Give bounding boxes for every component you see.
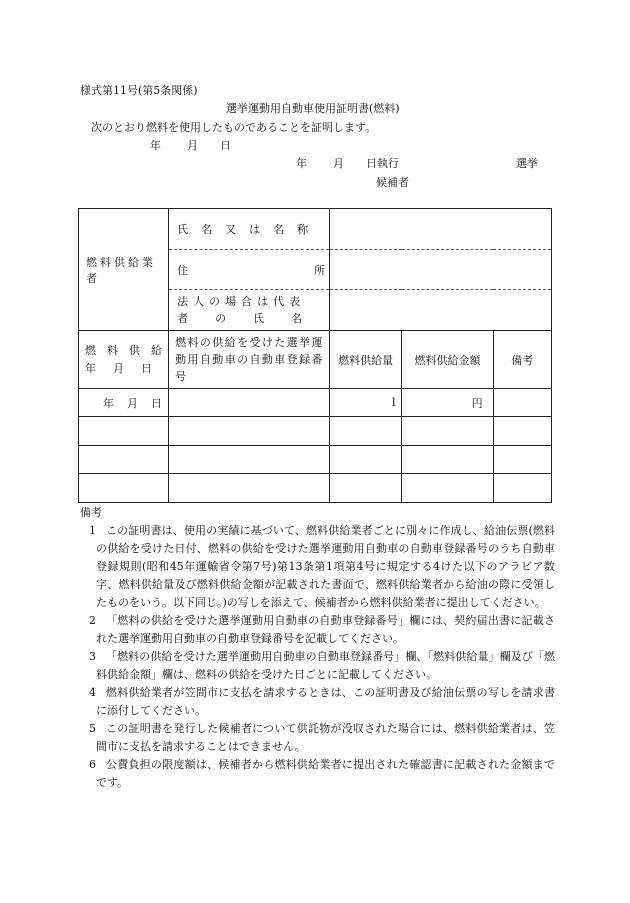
notes-list — [80, 522, 555, 792]
address-label — [169, 262, 452, 278]
election-label: 選挙 — [516, 157, 538, 170]
row-month: 月 — [127, 396, 138, 410]
col-header-remarks — [493, 331, 551, 389]
election-execution-label: 日執行 — [366, 157, 399, 170]
supplier-section-label-cell — [79, 209, 169, 331]
row-date-cell[interactable] — [79, 417, 169, 446]
row-quantity-unit: l — [391, 396, 396, 409]
note-number: 1 — [89, 524, 96, 537]
row-remarks-cell[interactable] — [493, 389, 551, 417]
election-year-label: 年 — [296, 157, 307, 170]
col-header-date-line2: 年月日 — [85, 361, 169, 375]
address-label-cell — [169, 250, 452, 290]
col-header-quantity — [329, 331, 402, 389]
note-number: 3 — [89, 650, 96, 663]
representative-input-cell[interactable] — [329, 290, 551, 331]
name-input-cell[interactable] — [329, 209, 551, 250]
row-vehicle-number-cell[interactable] — [169, 446, 330, 474]
name-label: 氏名又は名称 — [177, 223, 322, 236]
note-number: 5 — [89, 722, 96, 735]
note-item — [80, 684, 555, 720]
col-header-amount — [402, 331, 493, 389]
row-remarks-cell[interactable] — [493, 474, 551, 503]
row-day: 日 — [151, 396, 162, 410]
col-header-date — [79, 331, 173, 389]
row-vehicle-number-cell[interactable] — [169, 417, 330, 446]
note-text: 燃料供給業者が笠間市に支払を請求するときは、この証明書及び給油伝票の写しを請求書に添付してください。 — [96, 686, 555, 717]
note-item — [80, 648, 555, 684]
note-text: 公費負担の限度額は、候補者から燃料供給業者に提出された確認書に記載された金額までです。 — [96, 758, 555, 789]
certification-statement: 次のとおり燃料を使用したものであることを証明します。 — [91, 121, 377, 134]
col-header-vehicle-number-text: 燃料の供給を受けた選挙運動用自動車の自動車登録番号 — [175, 336, 324, 383]
row-amount-cell[interactable] — [402, 389, 493, 417]
note-item — [80, 720, 555, 756]
row-amount-cell[interactable] — [402, 446, 493, 474]
row-vehicle-number-cell[interactable] — [169, 474, 330, 503]
note-text: 「燃料の供給を受けた選挙運動用自動車の自動車登録番号」欄には、契約届出書に記載された選挙運動用自動車の自動車登録番号を記載してください。 — [96, 614, 555, 645]
note-number: 6 — [89, 758, 96, 771]
date-year-label: 年 — [150, 139, 161, 152]
row-date-cell[interactable] — [79, 474, 169, 503]
table-row — [79, 417, 552, 446]
candidate-label: 候補者 — [376, 176, 409, 189]
table-row — [79, 446, 552, 474]
row-amount-cell[interactable] — [402, 417, 493, 446]
form-number: 様式第11号(第5条関係) — [80, 84, 198, 97]
col-header-date-line1: 燃料供給 — [85, 343, 173, 357]
date-day-label: 日 — [220, 139, 231, 152]
name-label-cell — [169, 209, 330, 250]
note-item — [80, 612, 555, 648]
row-quantity-cell[interactable] — [329, 474, 402, 503]
table-row — [79, 389, 552, 417]
col-header-quantity-text: 燃料供給量 — [338, 353, 394, 367]
note-text: この証明書は、使用の実績に基づいて、燃料供給業者ごとに別々に作成し、給油伝票(燃料の供給を受けた日付、燃料の供給を受けた選挙運動用自動車の自動車登録番号のうち自動車登録規則(昭和45年運輸省令第7号)第13条第1項第4号に規定する4けた以下のアラビア数字、燃料供給量及び燃料供給金額が記載された書面で、燃料供給業者から給油の際に受領したものをいう。以下同じ。)の写しを添えて、候補者から燃料供給業者に提出してください。 — [96, 524, 555, 609]
row-date-cell[interactable] — [79, 389, 169, 417]
representative-label-cell — [169, 290, 330, 331]
supplier-section-label: 燃料供給業者 — [86, 255, 156, 285]
date-month-label: 月 — [187, 139, 198, 152]
row-amount-unit: 円 — [471, 396, 483, 410]
row-quantity-cell[interactable] — [329, 417, 402, 446]
note-item — [80, 522, 555, 612]
row-date-cell[interactable] — [79, 446, 169, 474]
representative-label-line1: 法人の場合は代表 — [177, 295, 306, 308]
note-text: 「燃料の供給を受けた選挙運動用自動車の自動車登録番号」欄、「燃料供給量」欄及び「燃料供給金額」欄は、燃料の供給を受けた日ごとに記載してください。 — [96, 650, 555, 681]
address-label-text: 住所 — [177, 263, 452, 277]
note-number: 4 — [89, 686, 96, 699]
notes-heading: 備考 — [80, 506, 102, 519]
note-number: 2 — [89, 614, 96, 627]
col-header-vehicle-number — [169, 331, 330, 389]
col-header-amount-text: 燃料供給金額 — [414, 353, 481, 367]
row-amount-cell[interactable] — [402, 474, 493, 503]
table-row — [79, 474, 552, 503]
row-quantity-cell[interactable] — [329, 446, 402, 474]
row-remarks-cell[interactable] — [493, 417, 551, 446]
note-text: この証明書を発行した候補者について供託物が没収された場合には、燃料供給業者は、笠間市に支払を請求することはできません。 — [96, 722, 555, 753]
representative-label-line2: 者の氏名 — [177, 312, 330, 325]
document-title: 選挙運動用自動車使用証明書(燃料) — [226, 102, 400, 115]
row-remarks-cell[interactable] — [493, 446, 551, 474]
row-year: 年 — [103, 396, 114, 410]
row-vehicle-number-cell[interactable] — [169, 389, 330, 417]
note-item — [80, 756, 555, 792]
row-quantity-cell[interactable] — [329, 389, 402, 417]
col-header-remarks-text: 備考 — [511, 353, 534, 367]
certificate-table — [78, 208, 552, 503]
election-month-label: 月 — [333, 157, 344, 170]
